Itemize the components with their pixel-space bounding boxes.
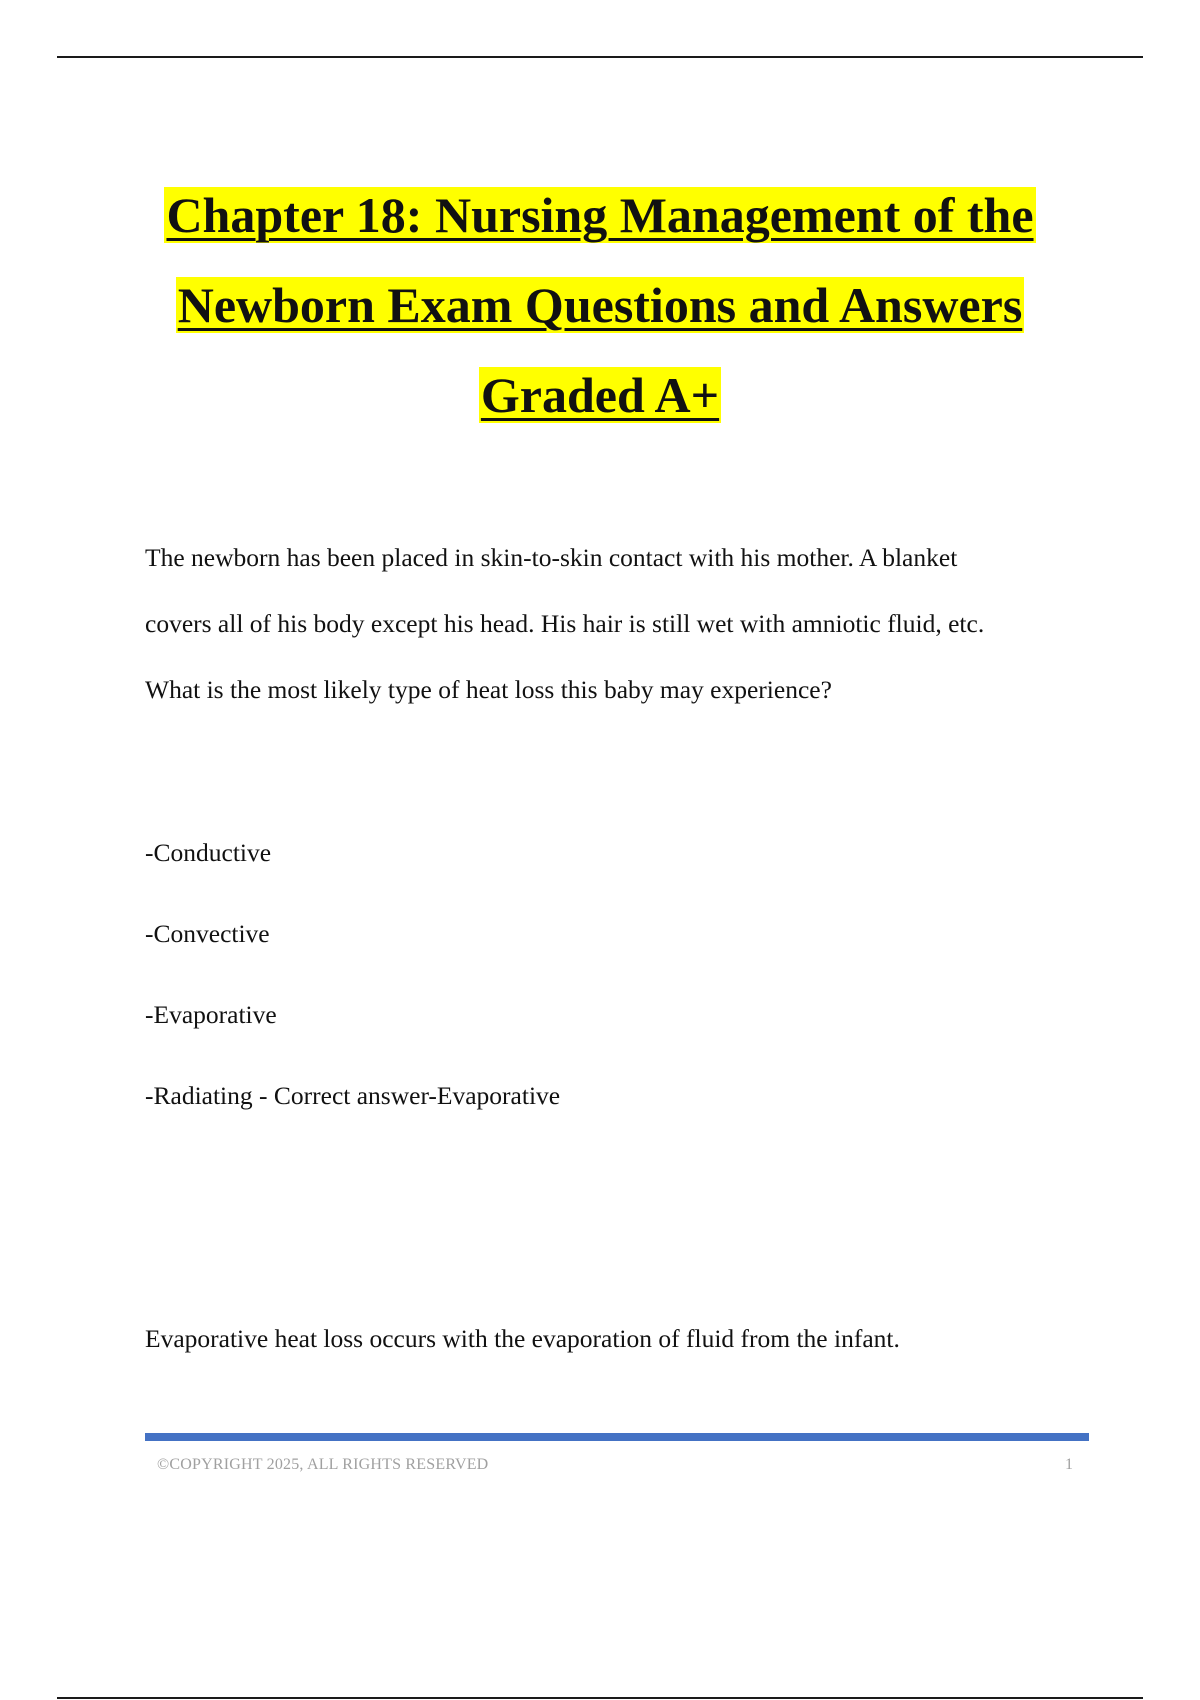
- question-line-2: covers all of his body except his head. His hair is still wet with amniotic fluid, etc.: [145, 609, 985, 638]
- title-line-3: Graded A+: [480, 367, 720, 423]
- title-line-1: Chapter 18: Nursing Management of the: [166, 187, 1034, 243]
- question-text: [145, 525, 1085, 723]
- footer-bar: [145, 1433, 1089, 1441]
- option-convective: -Convective: [145, 919, 270, 948]
- page-number: 1: [1065, 1456, 1073, 1473]
- option-evaporative: -Evaporative: [145, 1000, 277, 1029]
- top-divider: [57, 56, 1143, 58]
- answer-options: [145, 820, 1045, 1144]
- title-line-2: Newborn Exam Questions and Answers: [177, 277, 1023, 333]
- question-line-1: The newborn has been placed in skin-to-skin contact with his mother. A blanket: [145, 543, 958, 572]
- question-line-3: What is the most likely type of heat loss this baby may experience?: [145, 675, 832, 704]
- footer-copyright: ©COPYRIGHT 2025, ALL RIGHTS RESERVED: [157, 1456, 489, 1473]
- option-radiating-with-answer: -Radiating - Correct answer-Evaporative: [145, 1081, 561, 1110]
- option-conductive: -Conductive: [145, 838, 272, 867]
- bottom-divider: [57, 1697, 1143, 1699]
- rationale-text: Evaporative heat loss occurs with the evaporation of fluid from the infant.: [145, 1324, 900, 1353]
- page-title: [100, 170, 1100, 440]
